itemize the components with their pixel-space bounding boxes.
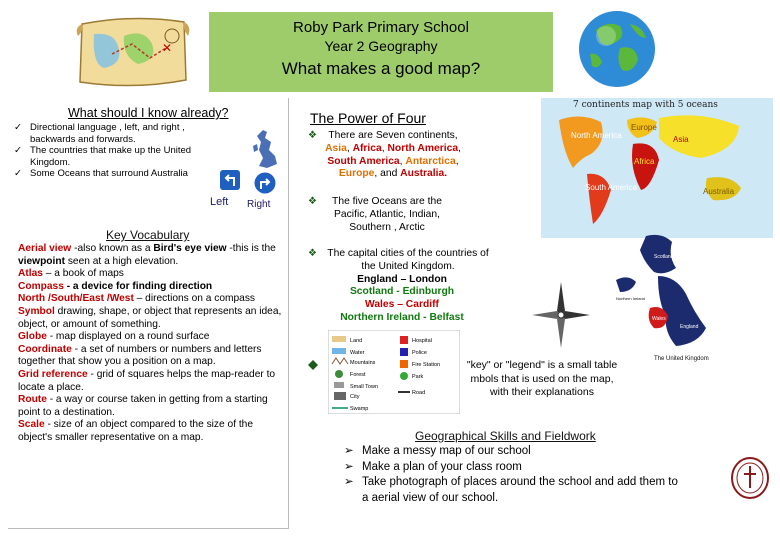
uk-countries-map [610, 232, 722, 364]
oceans-block: ❖ The five Oceans are the Pacific, Atlantic, Indian, Southern , Arctic [308, 196, 442, 233]
uk-map-caption: The United Kingdom [654, 356, 709, 362]
vocab-entry: Atlas – a book of maps [18, 268, 124, 280]
continent-label: Africa [634, 157, 655, 166]
vocab-entry: Route - a way or course taken in getting from a starting point to a destination. [18, 394, 268, 418]
arrow-bullet-icon: ➢ [344, 445, 354, 457]
know-already-list [14, 122, 219, 180]
vocab-entry: North /South/East /West – directions on a compass [18, 293, 256, 305]
vocab-entry: Symbol drawing, shape, or object that represents an idea, object, or amount of something. [18, 305, 282, 330]
world-map-graphic [541, 98, 773, 238]
svg-text:Swamp: Swamp [350, 406, 369, 412]
know-already-heading: What should I know already? [68, 106, 229, 120]
world-continents-map [541, 98, 773, 238]
continent-label: Australia [703, 187, 735, 196]
list-item: ➢ Take photograph of places around the school and add them to a aerial view of our school. [344, 476, 678, 504]
svg-text:Land: Land [350, 338, 363, 344]
diamond-bullet-icon: ❖ [308, 196, 317, 207]
svg-text:Hospital: Hospital [412, 338, 432, 344]
arrow-bullet-icon: ➢ [344, 476, 354, 488]
svg-text:Road: Road [412, 390, 426, 396]
svg-text:City: City [350, 394, 360, 400]
map-label-wales: Wales [652, 316, 666, 322]
svg-text:Mountains: Mountains [350, 360, 376, 366]
svg-text:Fire Station: Fire Station [412, 362, 441, 368]
vocab-entry: Scale - size of an object compared to the size of the object's smaller representative on a map. [18, 419, 254, 443]
vocab-entry: Coordinate - a set of numbers or numbers and letters together that show you a position on a map. [18, 343, 262, 368]
map-label-england: England [680, 324, 699, 330]
vocabulary-list [18, 243, 290, 445]
continent-label: North America [571, 131, 622, 140]
map-label-scotland: Scotland [654, 254, 674, 260]
geo-skills-heading: Geographical Skills and Fieldwork [415, 429, 596, 443]
list-item: ➢ Make a messy map of our school [344, 444, 684, 460]
continents-block: ❖ There are Seven continents, Asia, Africa, North America, South America, Antarctica, Europe, and Australia. [308, 130, 461, 180]
school-name: Roby Park Primary School [293, 19, 469, 36]
diamond-bullet-icon [308, 360, 318, 370]
arrow-bullet-icon: ➢ [344, 460, 354, 473]
diamond-bullet-icon: ❖ [308, 248, 317, 259]
svg-text:Park: Park [412, 374, 424, 380]
geo-skills-list [344, 444, 684, 506]
page-title: What makes a good map? [281, 59, 481, 78]
map-legend-image [328, 330, 460, 414]
key-legend-text: "key" or "legend" is a small table mbols that is used on the map, with their explanations [466, 359, 618, 398]
header-banner [209, 12, 553, 92]
compass-rose-icon [530, 280, 592, 350]
list-item: ✓ The countries that make up the United Kingdom. [14, 145, 192, 168]
world-map-title: 7 continents map with 5 oceans [573, 100, 718, 110]
map-label-ni: Northern Ireland [616, 296, 645, 301]
left-label: Left [210, 196, 229, 208]
vocab-entry: Aerial view -also known as a Bird's eye view -this is the viewpoint seen at a high elevation. [18, 243, 276, 267]
school-badge-logo [730, 456, 770, 500]
continent-label: Asia [673, 135, 689, 144]
diamond-bullet-icon: ❖ [308, 130, 317, 141]
globe-image [576, 8, 658, 90]
treasure-map-image [74, 14, 192, 90]
continent-label: South America [585, 183, 638, 192]
checkmark-icon: ✓ [14, 168, 22, 179]
capitals-block: ❖ The capital cities of the countries of the United Kingdom. England – London Scotland - Edinburgh Wales – Cardiff Northern Ireland - Belfast [308, 248, 489, 323]
vocab-entry: Compass - a device for finding direction [18, 280, 213, 292]
svg-text:Police: Police [412, 350, 427, 356]
subject-year: Year 2 Geography [324, 38, 438, 54]
list-item: ✓ Some Oceans that surround Australia [14, 168, 188, 179]
svg-text:✕: ✕ [162, 41, 173, 55]
vocab-entry: Grid reference - grid of squares helps the map-reader to locate a place. [18, 368, 276, 393]
turn-right-sign-icon [254, 172, 276, 194]
vocab-entry: Globe - map displayed on a round surface [18, 331, 210, 343]
list-item: ✓ Directional language , left, and right , backwards and forwards. [14, 122, 185, 145]
power-of-four-heading: The Power of Four [310, 110, 426, 126]
uk-outline-image [253, 128, 279, 170]
continent-label: Europe [631, 123, 657, 132]
svg-text:Forest: Forest [350, 372, 366, 378]
list-item: ➢ Make a plan of your class room [344, 460, 684, 476]
svg-text:Water: Water [350, 350, 365, 356]
checkmark-icon: ✓ [14, 122, 22, 133]
right-label: Right [247, 199, 271, 210]
svg-text:Small Town: Small Town [350, 384, 379, 390]
key-vocabulary-heading: Key Vocabulary [106, 228, 190, 242]
checkmark-icon: ✓ [14, 145, 22, 156]
turn-left-sign-icon [220, 170, 240, 190]
